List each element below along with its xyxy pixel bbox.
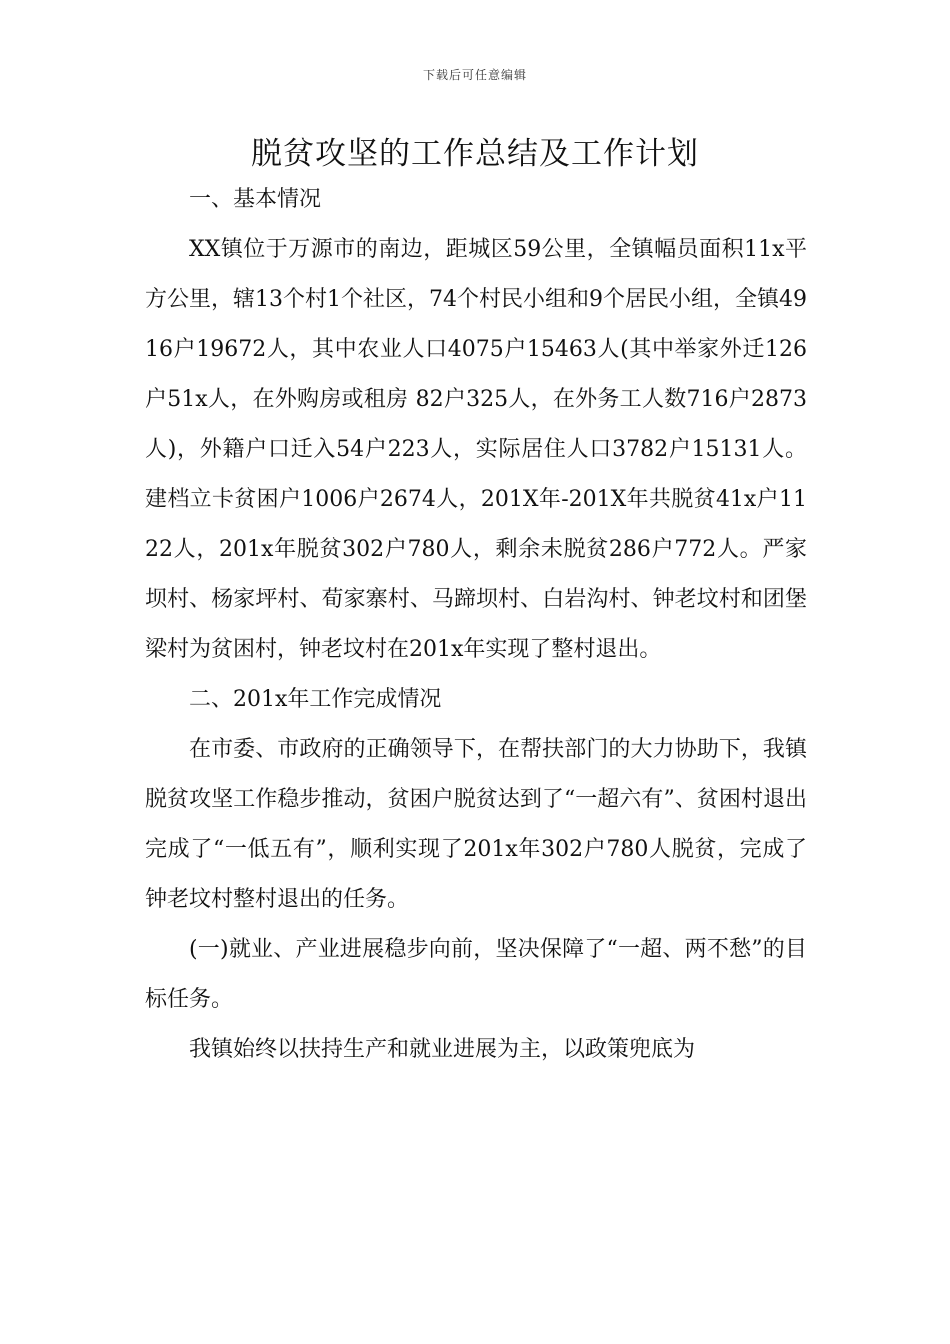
section-heading-basic: 一、基本情况 [189, 187, 322, 212]
document-title: 脱贫攻坚的工作总结及工作计划 [251, 136, 699, 172]
header-note: 下载后可任意编辑 [422, 68, 527, 82]
document-body [145, 175, 807, 1075]
paragraph-basic-info: XX镇位于万源市的南边，距城区59公里，全镇幅员面积11x平方公里，辖13个村1个社区，74个村民小组和9个居民小组，全镇4916户19672人，其中农业人口4075户15463人(其中举家外迁126户51x人，在外购房或租房 82户325人，在外务工人数716户2873人)，外籍户口迁入54户223人，实际居住人口3782户15131人。建档立卡贫困户1006户2674人，201X年-201X年共脱贫41x户1122人，201x年脱贫302户780人，剩余未脱贫286户772人。严家坝村、杨家坪村、荀家寨村、马蹄坝村、白岩沟村、钟老坟村和团堡梁村为贫困村，钟老坟村在201x年实现了整村退出。 [145, 237, 807, 662]
section-heading-work-completion: 二、201x年工作完成情况 [189, 687, 442, 712]
subheading-employment-industry: (一)就业、产业进展稳步向前，坚决保障了“一超、两不愁”的目标任务。 [145, 937, 807, 1012]
paragraph-support-production: 我镇始终以扶持生产和就业进展为主，以政策兜底为 [189, 1037, 696, 1062]
paragraph-work-completion: 在市委、市政府的正确领导下，在帮扶部门的大力协助下，我镇脱贫攻坚工作稳步推动，贫困户脱贫达到了“一超六有”、贫困村退出完成了“一低五有”，顺利实现了201x年302户780人脱贫，完成了钟老坟村整村退出的任务。 [145, 737, 807, 912]
